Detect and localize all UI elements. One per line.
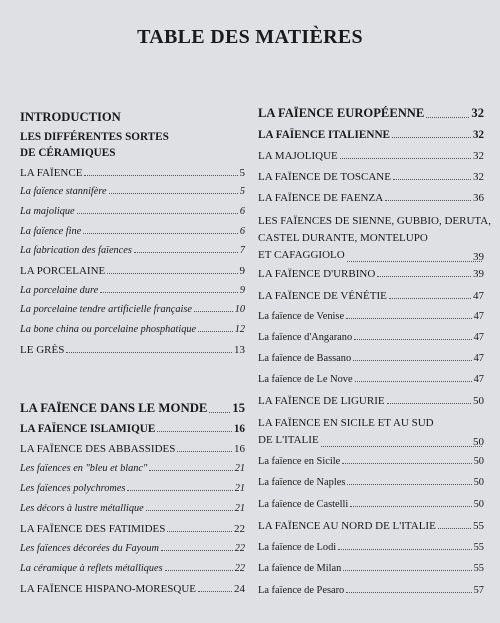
toc-entry-title: La faïence stannifère — [20, 186, 107, 197]
toc-entry-page: 5 — [239, 167, 245, 179]
toc-entry — [258, 192, 484, 204]
dot-leader — [392, 137, 471, 138]
toc-entry-title: La faïence de Naples — [258, 477, 346, 488]
toc-entry-title: LA FAÏENCE DE FAENZA — [258, 192, 384, 204]
dot-leader — [346, 318, 472, 319]
toc-entry-page: 55 — [473, 542, 484, 553]
dot-leader — [100, 292, 238, 293]
toc-entry — [258, 171, 484, 183]
dot-leader — [340, 158, 471, 159]
dot-leader — [347, 484, 471, 485]
toc-entry-page: 16 — [234, 443, 245, 455]
toc-entry-title: LA FAÏENCE DANS LE MONDE — [20, 401, 208, 415]
dot-leader — [83, 233, 238, 234]
toc-entry-multiline — [258, 416, 484, 450]
toc-entry-page: 22 — [234, 563, 245, 574]
toc-entry-page: 22 — [234, 523, 245, 535]
toc-entry-page: 9 — [239, 285, 245, 296]
dot-leader — [385, 200, 471, 201]
toc-entry-title: La faïence de Castelli — [258, 499, 349, 510]
toc-entry — [20, 265, 245, 277]
dot-leader — [343, 570, 471, 571]
toc-entry — [20, 483, 245, 494]
toc-entry-title: LA FAÏENCE — [20, 167, 83, 179]
dot-leader — [107, 273, 237, 274]
toc-entry-title: La faïence d'Angarano — [258, 332, 353, 343]
toc-entry — [20, 206, 245, 217]
dot-leader — [198, 591, 232, 592]
toc-entry-page: 12 — [234, 324, 245, 335]
dot-leader — [389, 298, 471, 299]
toc-entry-title: DE L'ITALIE — [258, 434, 319, 446]
toc-entry-page: 50 — [473, 499, 484, 510]
toc-entry-title: Les faïences en "bleu et blanc" — [20, 463, 148, 474]
toc-entry-page: 39 — [473, 268, 484, 280]
dot-leader — [438, 528, 471, 529]
toc-entry-title-line: LA FAÏENCE EN SICILE ET AU SUD — [258, 417, 434, 429]
dot-leader — [66, 352, 232, 353]
toc-entry-page: 7 — [239, 245, 245, 256]
dot-leader — [177, 451, 232, 452]
toc-entry-title: La céramique à reflets métalliques — [20, 563, 163, 574]
toc-entry — [20, 324, 245, 335]
toc-entry-title: INTRODUCTION — [20, 110, 121, 124]
toc-entry-title: LA FAÏENCE ISLAMIQUE — [20, 423, 156, 435]
toc-entry-title: LES DIFFÉRENTES SORTES — [20, 131, 169, 143]
toc-entry-page: 55 — [473, 563, 484, 574]
dot-leader — [355, 381, 472, 382]
toc-entry-page: 5 — [239, 186, 245, 197]
toc-entry — [20, 543, 245, 554]
toc-entry — [258, 542, 484, 553]
toc-entry — [20, 186, 245, 197]
toc-entry — [258, 456, 484, 467]
toc-entry — [20, 131, 245, 143]
toc-entry — [20, 503, 245, 514]
toc-entry — [258, 106, 484, 121]
dot-leader — [393, 179, 471, 180]
dot-leader — [198, 331, 233, 332]
toc-entry — [20, 523, 245, 535]
toc-entry-page: 22 — [234, 543, 245, 554]
dot-leader — [426, 117, 469, 118]
toc-entry-title: La bone china ou porcelaine phosphatique — [20, 324, 197, 335]
toc-entry-title: LA FAÏENCE ITALIENNE — [258, 129, 390, 141]
toc-entry — [20, 401, 245, 416]
toc-entry — [258, 332, 484, 343]
toc-entry-title: La faïence de Le Nove — [258, 374, 353, 385]
toc-entry-page: 9 — [239, 265, 245, 277]
toc-entry-page: 16 — [233, 423, 245, 435]
toc-entry-title: LA FAÏENCE D'URBINO — [258, 268, 376, 280]
toc-entry-page: 32 — [472, 129, 484, 141]
toc-entry-page: 57 — [473, 585, 484, 596]
toc-entry-title: La faïence de Venise — [258, 311, 345, 322]
toc-entry-title: LA FAÏENCE DE TOSCANE — [258, 171, 391, 183]
toc-entry-title: LA FAÏENCE DES FATIMIDES — [20, 523, 166, 535]
dot-leader — [194, 311, 233, 312]
toc-entry-title: LA FAÏENCE DES ABBASSIDES — [20, 443, 176, 455]
toc-entry-title: La faïence de Lodi — [258, 542, 337, 553]
dot-leader — [165, 570, 233, 571]
toc-entry-title: LA FAÏENCE HISPANO-MORESQUE — [20, 583, 197, 595]
toc-entry — [20, 147, 245, 159]
toc-entry-title: LA FAÏENCE DE LIGURIE — [258, 395, 385, 407]
toc-entry-page: 47 — [473, 353, 484, 364]
dot-leader — [346, 592, 471, 593]
toc-entry — [20, 304, 245, 315]
dot-leader — [167, 531, 232, 532]
dot-leader — [77, 213, 238, 214]
dot-leader — [387, 403, 471, 404]
toc-entry-title: La faïence de Bassano — [258, 353, 352, 364]
dot-leader — [321, 446, 482, 447]
toc-entry-page: 21 — [234, 483, 245, 494]
dot-leader — [146, 510, 233, 511]
toc-entry — [258, 353, 484, 364]
toc-entry-page: 32 — [473, 150, 484, 162]
toc-entry-title-line: LES FAÏENCES DE SIENNE, GUBBIO, DERUTA, — [258, 215, 491, 227]
dot-leader — [353, 360, 471, 361]
dot-leader — [342, 463, 471, 464]
toc-entry — [258, 395, 484, 407]
toc-entry — [20, 285, 245, 296]
toc-entry-page: 50 — [473, 477, 484, 488]
toc-entry-title: LA FAÏENCE EUROPÉENNE — [258, 106, 425, 120]
toc-entry — [20, 443, 245, 455]
toc-entry — [20, 226, 245, 237]
toc-entry-page: 15 — [232, 401, 245, 415]
toc-entry — [20, 344, 245, 356]
toc-entry-page: 21 — [234, 503, 245, 514]
dot-leader — [157, 431, 232, 432]
toc-entry-title: Les faïences polychromes — [20, 483, 126, 494]
toc-entry-title: La porcelaine dure — [20, 285, 99, 296]
toc-entry-title: La porcelaine tendre artificielle française — [20, 304, 192, 315]
toc-entry-title: LA FAÏENCE DE VÉNÉTIE — [258, 290, 387, 302]
toc-entry-page: 47 — [473, 311, 484, 322]
toc-entry-title: La faïence en Sicile — [258, 456, 341, 467]
toc-entry-page: 50 — [473, 436, 484, 448]
dot-leader — [350, 506, 471, 507]
toc-entry — [20, 583, 245, 595]
toc-entry-title: La majolique — [20, 206, 75, 217]
dot-leader — [134, 252, 238, 253]
toc-entry — [258, 520, 484, 532]
toc-entry-title: La fabrication des faïences — [20, 245, 132, 256]
toc-entry-title-line: CASTEL DURANTE, MONTELUPO — [258, 232, 428, 244]
toc-entry-title: Les décors à lustre métallique — [20, 503, 144, 514]
toc-entry-title: La faïence fine — [20, 226, 82, 237]
toc-entry — [258, 290, 484, 302]
toc-entry — [20, 463, 245, 474]
dot-leader — [338, 549, 471, 550]
toc-entry-page: 13 — [234, 344, 245, 356]
toc-entry — [258, 150, 484, 162]
toc-entry-page: 47 — [473, 290, 484, 302]
toc-entry-title: LA PORCELAINE — [20, 265, 106, 277]
toc-entry-page: 50 — [473, 456, 484, 467]
toc-entry-page: 36 — [473, 192, 484, 204]
toc-entry-title: LE GRÈS — [20, 344, 65, 356]
toc-entry-page: 55 — [473, 520, 484, 532]
toc-entry-title: Les faïences décorées du Fayoum — [20, 543, 159, 554]
toc-entry-page: 32 — [473, 171, 484, 183]
toc-entry-multiline — [258, 214, 491, 265]
toc-entry-page: 50 — [473, 395, 484, 407]
toc-entry — [20, 245, 245, 256]
toc-entry — [258, 311, 484, 322]
toc-entry — [258, 129, 484, 141]
toc-entry-title: La faïence de Pesaro — [258, 585, 345, 596]
toc-entry-page: 24 — [234, 583, 245, 595]
toc-entry — [258, 477, 484, 488]
dot-leader — [347, 261, 482, 262]
toc-entry — [20, 423, 245, 435]
toc-entry-title: La faïence de Milan — [258, 563, 342, 574]
dot-leader — [161, 550, 233, 551]
toc-entry-page: 39 — [473, 251, 484, 263]
dot-leader — [109, 193, 238, 194]
toc-entry — [20, 167, 245, 179]
toc-entry-title: LA MAJOLIQUE — [258, 150, 338, 162]
toc-entry — [258, 268, 484, 280]
dot-leader — [354, 339, 471, 340]
toc-entry-title: ET CAFAGGIOLO — [258, 249, 345, 261]
toc-entry-page: 6 — [239, 226, 245, 237]
toc-entry — [20, 110, 245, 125]
toc-entry-page: 10 — [234, 304, 245, 315]
dot-leader — [84, 175, 237, 176]
toc-entry-page: 6 — [239, 206, 245, 217]
toc-entry-page: 47 — [473, 374, 484, 385]
toc-entry-title: LA FAÏENCE AU NORD DE L'ITALIE — [258, 520, 436, 532]
toc-entry — [258, 563, 484, 574]
toc-entry — [258, 374, 484, 385]
toc-entry — [258, 499, 484, 510]
dot-leader — [127, 490, 232, 491]
toc-entry-page: 32 — [471, 106, 484, 120]
toc-entry-page: 47 — [473, 332, 484, 343]
dot-leader — [149, 470, 232, 471]
page-title: TABLE DES MATIÈRES — [137, 26, 363, 48]
toc-entry-title: DE CÉRAMIQUES — [20, 147, 116, 159]
toc-entry-page: 21 — [234, 463, 245, 474]
dot-leader — [377, 276, 471, 277]
toc-entry — [258, 585, 484, 596]
dot-leader — [209, 412, 230, 413]
toc-entry — [20, 563, 245, 574]
